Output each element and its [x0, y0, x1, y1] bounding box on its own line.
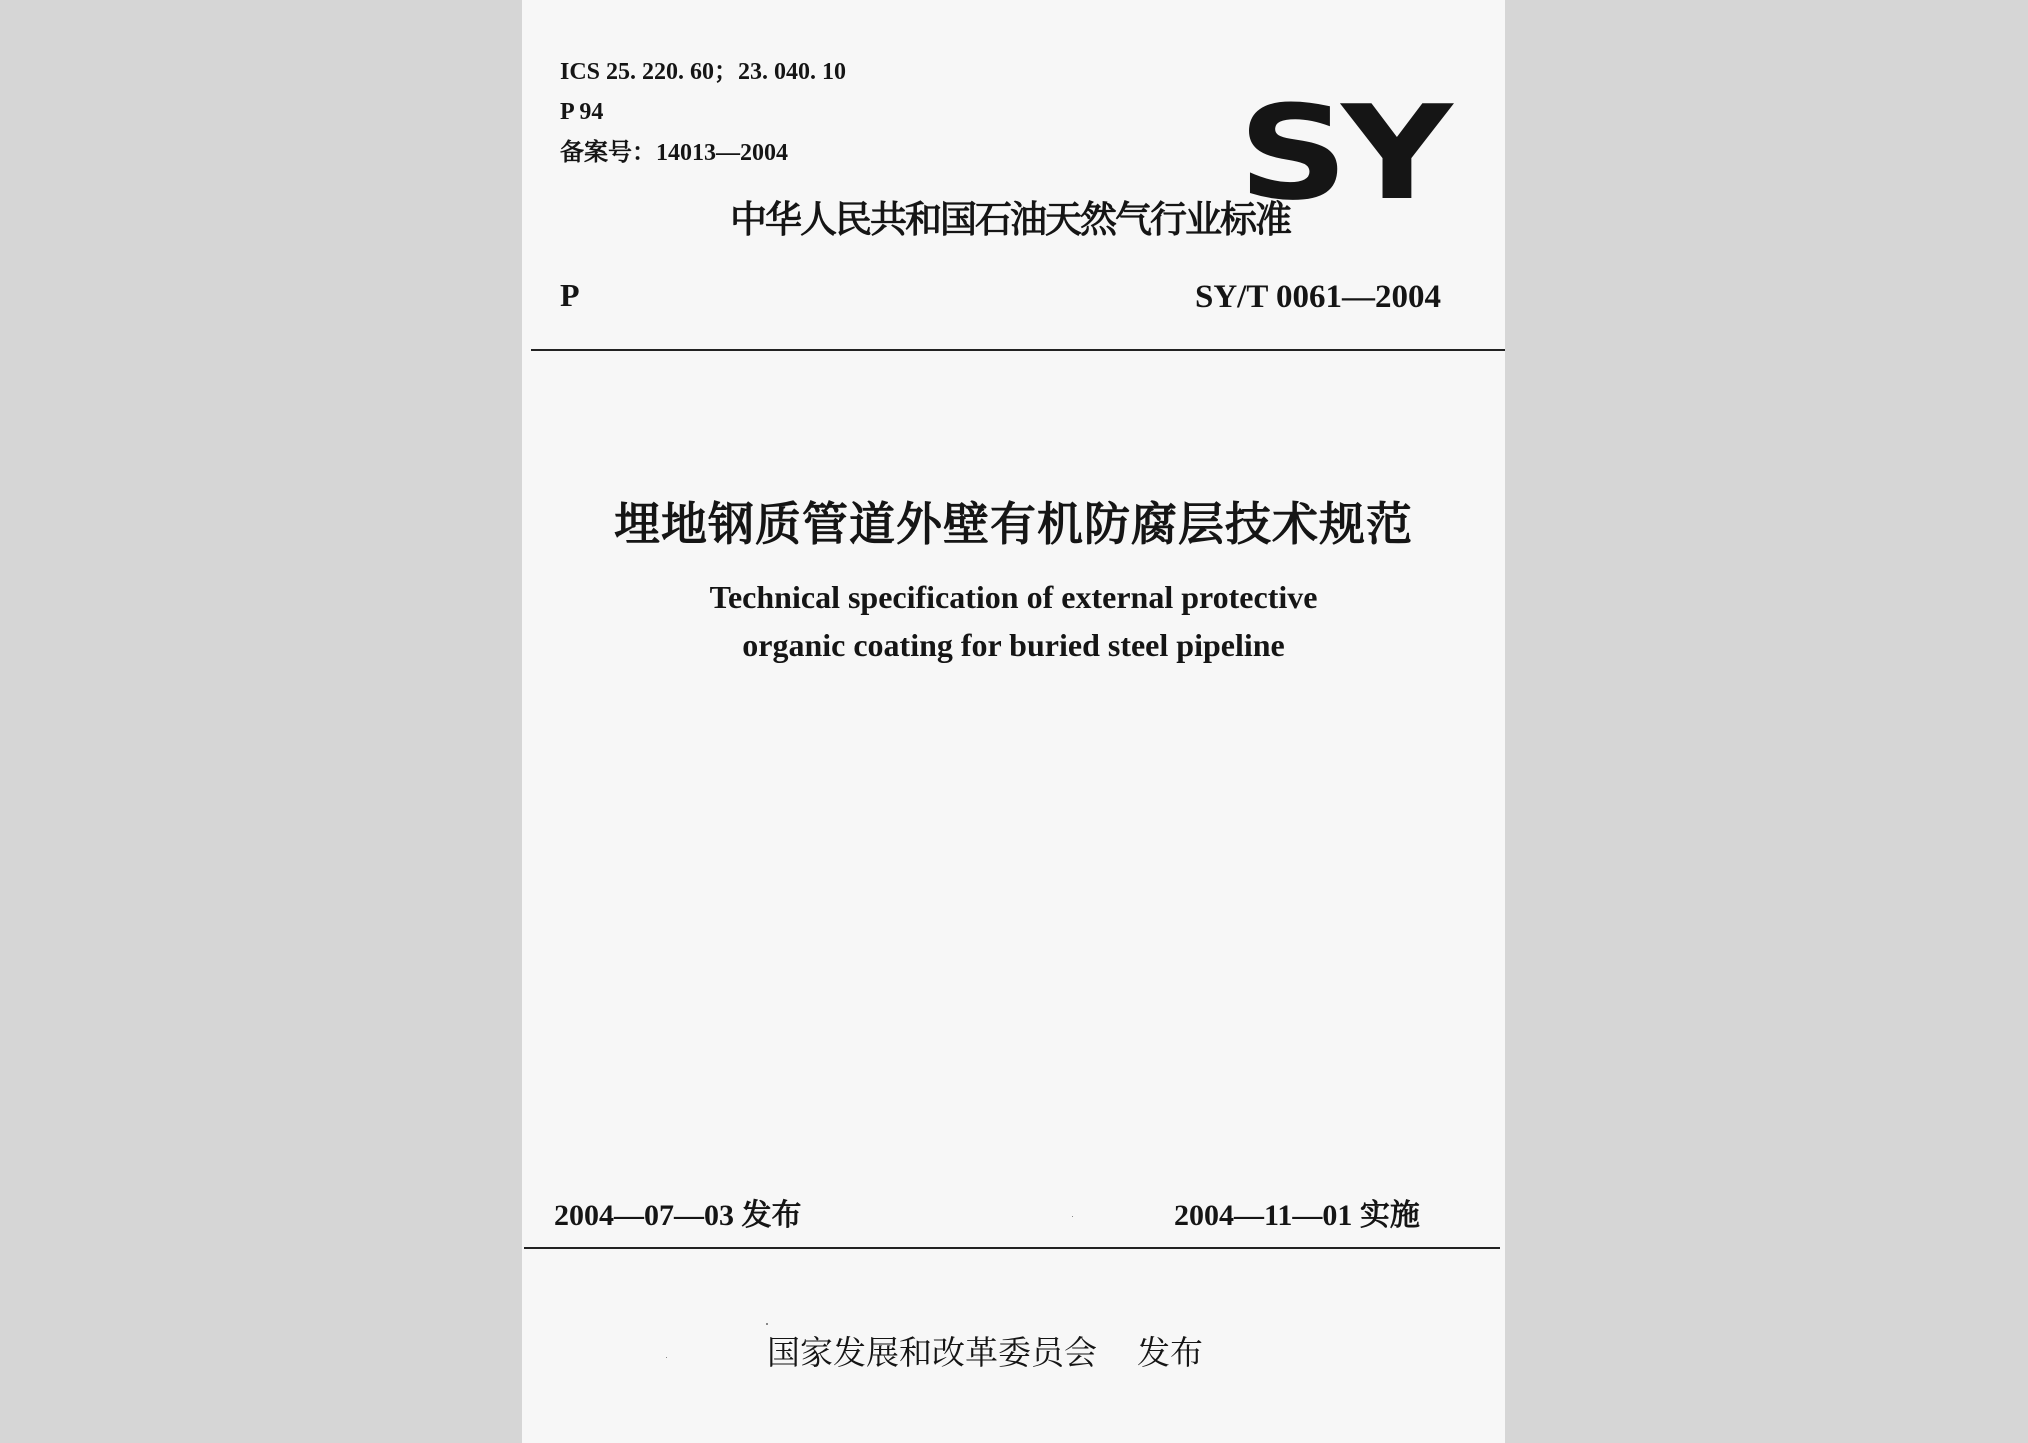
scan-speck: [666, 1357, 667, 1358]
title-chinese: 埋地钢质管道外壁有机防腐层技术规范: [614, 497, 1413, 551]
issue-date: 2004—07—03 发布: [554, 1199, 802, 1232]
publisher-line: [767, 1332, 1203, 1374]
ics-code: ICS 25. 220. 60；23. 040. 10: [560, 59, 847, 85]
title-english-line-2: organic coating for buried steel pipeline: [742, 627, 1285, 663]
publisher-action: 发布: [1137, 1333, 1203, 1372]
publisher-name: 国家发展和改革委员会: [767, 1333, 1097, 1372]
industry-standard-heading: 中华人民共和国石油天然气行业标准: [730, 198, 1290, 241]
document-cover-page: [522, 0, 1505, 1443]
header-divider: [531, 349, 1505, 351]
title-english-line-1: Technical specification of external protective: [709, 579, 1318, 615]
scan-speck: [1072, 1216, 1073, 1217]
sy-logo: SY: [1238, 77, 1446, 229]
implementation-date: 2004—11—01 实施: [1174, 1199, 1420, 1232]
classification-letter: P: [560, 277, 580, 313]
record-number: 备案号：14013—2004: [560, 140, 788, 166]
scan-speck: [766, 1323, 768, 1325]
standard-number: SY/T 0061—2004: [1194, 279, 1441, 315]
footer-divider: [524, 1247, 1500, 1249]
ccs-code: P 94: [560, 99, 604, 125]
